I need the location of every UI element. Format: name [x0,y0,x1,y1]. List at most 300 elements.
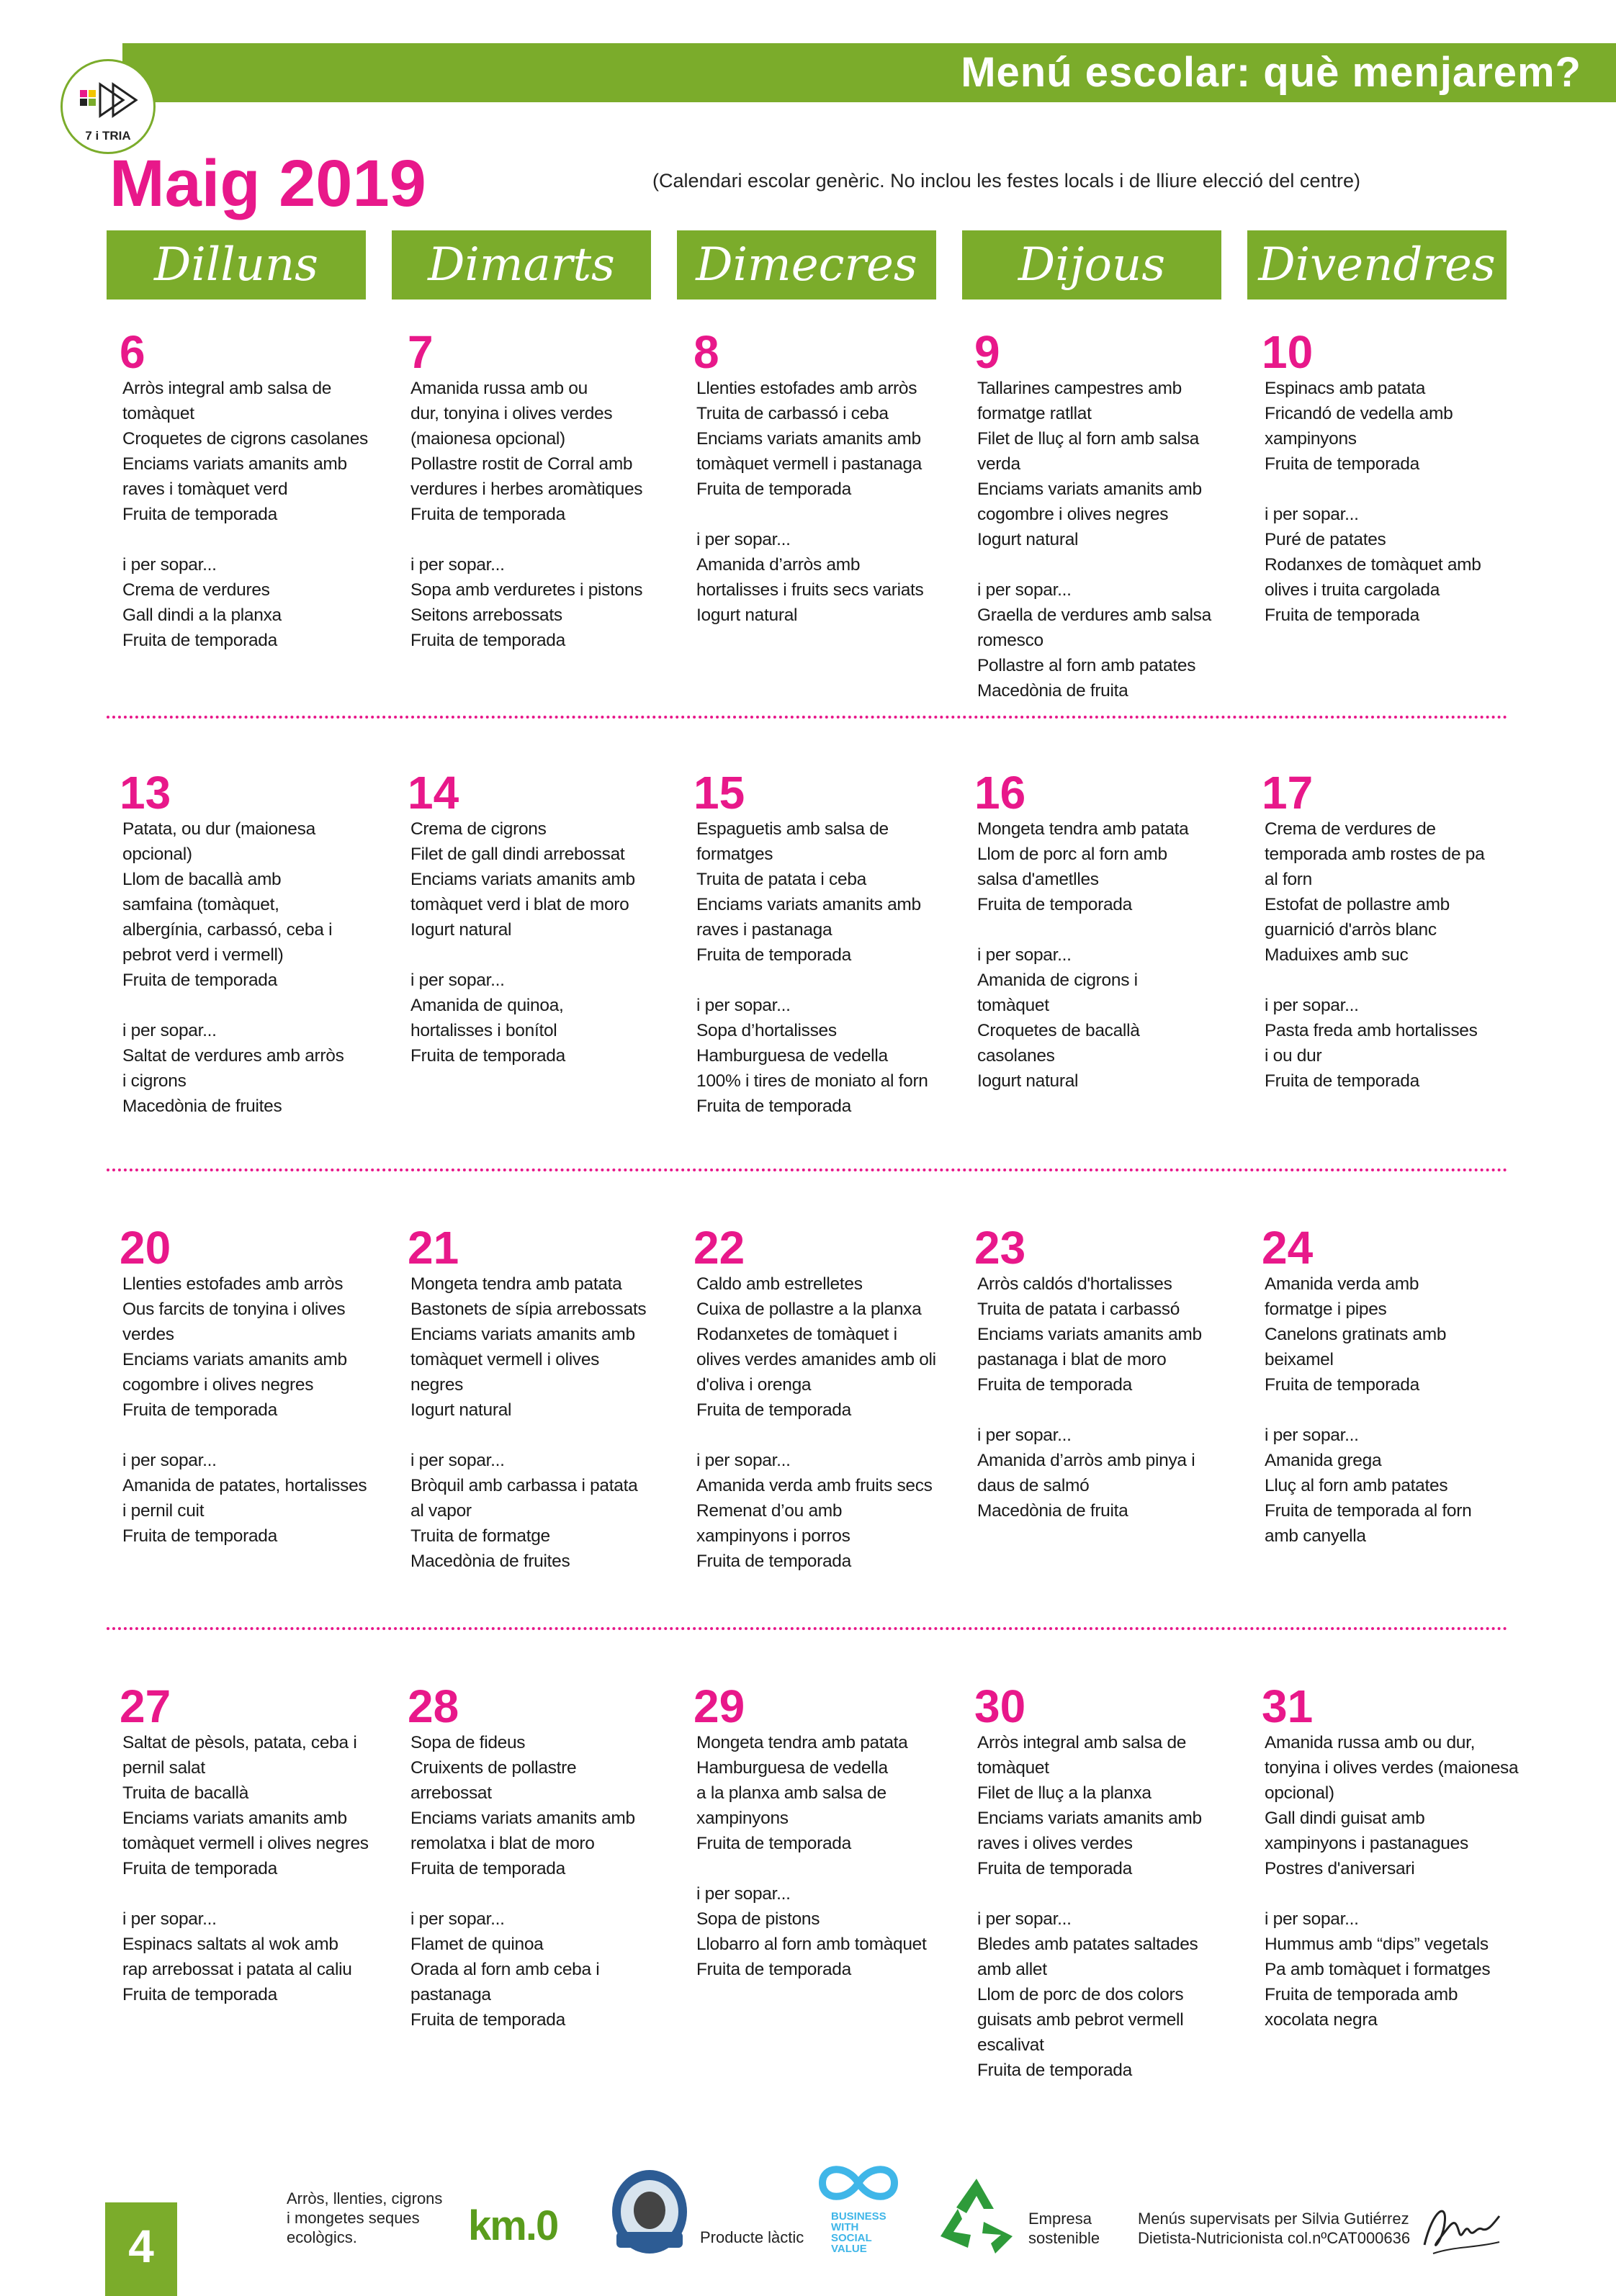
lunch-item: tomàquet vermell i pastanaga [696,454,923,474]
dinner-item: Fruita de temporada al forn [1265,1501,1472,1521]
lunch-item: d'oliva i orenga [696,1375,812,1395]
lunch-item: samfaina (tomàquet, [122,895,279,914]
lunch-item: xampinyons [1265,429,1357,449]
lunch-item: Enciams variats amanits amb [696,895,921,914]
dinner-item: Hummus amb “dips” vegetals [1265,1935,1489,1954]
lunch-item: negres [410,1375,464,1395]
lunch-item: Fruita de temporada [977,1859,1132,1878]
day-cell [693,1222,963,1574]
lunch-item: albergínia, carbassó, ceba i [122,920,333,940]
lunch-item: formatge i pipes [1265,1300,1387,1319]
lunch-item: pastanaga i blat de moro [977,1350,1167,1369]
dinner-item: Orada al forn amb ceba i [410,1960,600,1979]
dinner-item: Espinacs saltats al wok amb [122,1935,338,1954]
lunch-item: Enciams variats amanits amb [410,870,635,889]
dinner-item: xocolata negra [1265,2010,1378,2030]
meal-spacer [977,917,1244,942]
dinner-heading: i per sopar... [696,1884,791,1904]
dinner-item: Fruita de temporada [410,631,565,650]
logo [60,59,156,154]
lunch-item: Enciams variats amanits amb [977,480,1202,499]
lunch-item: tomàquet vermell i olives [410,1350,600,1369]
lunch-item: a la planxa amb salsa de [696,1783,886,1803]
dinner-item: Bledes amb patates saltades [977,1935,1198,1954]
eco-note [287,2189,442,2247]
dinner-item: amb canyella [1265,1526,1366,1546]
recycle-icon [933,2173,1020,2259]
dinner-item: Rodanxes de tomàquet amb [1265,555,1481,575]
lunch-item: Espaguetis amb salsa de [696,819,889,839]
dinner-item: romesco [977,631,1043,650]
lunch-item: Sopa de fideus [410,1733,526,1752]
lunch-item: Truita de patata i ceba [696,870,866,889]
dinner-item: Pa amb tomàquet i formatges [1265,1960,1491,1979]
dinner-item: hortalisses i bonítol [410,1021,557,1040]
lunch-item: dur, tonyina i olives verdes [410,404,613,423]
dinner-heading: i per sopar... [977,1909,1072,1929]
dinner-item: guisats amb pebrot vermell [977,2010,1184,2030]
meal-spacer [696,1856,963,1881]
lunch-item: arrebossat [410,1783,492,1803]
dinner-item: Macedònia de fruites [122,1097,282,1116]
dinner-heading: i per sopar... [410,555,505,575]
lunch-item: raves i pastanaga [696,920,832,940]
dinner-item: Fruita de temporada [1265,1071,1419,1091]
dinner-item: Macedònia de fruita [977,681,1128,701]
meal-spacer [122,527,389,552]
lunch-item: Arròs integral amb salsa de [977,1733,1187,1752]
logo-icon [76,77,140,120]
dinner-item: Pollastre al forn amb patates [977,656,1196,675]
lunch-item: verda [977,454,1020,474]
dinner-item: Amanida d’arròs amb [696,555,861,575]
dinner-item: i pernil cuit [122,1501,205,1521]
dinner-item: Iogurt natural [977,1071,1079,1091]
dinner-item: Fruita de temporada [410,2010,565,2030]
day-number: 17 [1262,767,1314,819]
lunch-item: guarnició d'arròs blanc [1265,920,1437,940]
day-number: 23 [974,1222,1026,1274]
lunch-item: Canelons gratinats amb [1265,1325,1447,1344]
lunch-item: Amanida russa amb ou dur, [1265,1733,1476,1752]
lunch-item: Patata, ou dur (maionesa [122,819,315,839]
lunch-item: verdures i herbes aromàtiques [410,480,643,499]
lunch-item: tonyina i olives verdes (maionesa [1265,1758,1519,1778]
business-text-line: SOCIAL [831,2232,872,2244]
meal-spacer [1265,477,1531,502]
lunch-item: olives verdes amanides amb oli [696,1350,936,1369]
sustainable-label-line: Empresa [1028,2210,1092,2228]
lunch-item: Ous farcits de tonyina i olives [122,1300,346,1319]
lunch-item: Filet de gall dindi arrebossat [410,845,625,864]
lunch-item: remolatxa i blat de moro [410,1834,595,1853]
lunch-item: tomàquet [122,404,194,423]
business-social-value-icon [818,2161,899,2256]
lunch-item: Saltat de pèsols, patata, ceba i [122,1733,357,1752]
meal-spacer [1265,1881,1531,1906]
day-number: 20 [120,1222,171,1274]
lunch-item: Llom de porc al forn amb [977,845,1167,864]
dinner-heading: i per sopar... [696,996,791,1015]
dinner-item: Fruita de temporada amb [1265,1985,1458,2004]
lunch-item: Enciams variats amanits amb [977,1809,1202,1828]
dinner-item: Fruita de temporada [696,1960,851,1979]
week-divider [107,1169,1508,1171]
dairy-label: Producte làctic [700,2228,804,2246]
lunch-item: salsa d'ametlles [977,870,1099,889]
dinner-item: Fruita de temporada [122,1985,277,2004]
day-number: 16 [974,767,1026,819]
lunch-item: formatges [696,845,773,864]
lunch-item: Tallarines campestres amb [977,379,1182,398]
lunch-item: Crema de verdures de [1265,819,1436,839]
lunch-item: Amanida russa amb ou [410,379,588,398]
dinner-heading: i per sopar... [122,555,217,575]
lunch-item: Enciams variats amanits amb [122,454,347,474]
lunch-item: Truita de bacallà [122,1783,249,1803]
lunch-item: Filet de lluç al forn amb salsa [977,429,1199,449]
lunch-item: Bastonets de sípia arrebossats [410,1300,647,1319]
lunch-item: Fruita de temporada [1265,1375,1419,1395]
meal-spacer [977,552,1244,577]
lunch-item: Enciams variats amanits amb [122,1809,347,1828]
dinner-heading: i per sopar... [410,1451,505,1470]
lunch-item: beixamel [1265,1350,1334,1369]
dinner-item: olives i truita cargolada [1265,580,1440,600]
weekday-header-monday: Dilluns [107,230,366,300]
lunch-item: Fruita de temporada [410,1859,565,1878]
dinner-item: xampinyons i porros [696,1526,850,1546]
dinner-item: Llobarro al forn amb tomàquet [696,1935,927,1954]
dinner-heading: i per sopar... [1265,1909,1359,1929]
day-number: 29 [693,1680,745,1732]
day-number: 21 [408,1222,459,1274]
day-cell [1262,767,1531,1094]
lunch-item: Enciams variats amanits amb [410,1809,635,1828]
day-cell [122,769,389,1119]
day-cell [1262,1222,1531,1549]
lunch-item: Iogurt natural [977,530,1079,549]
lunch-item: Crema de cigrons [410,819,547,839]
day-number: 13 [120,767,171,819]
lunch-item: Pollastre rostit de Corral amb [410,454,633,474]
meal-spacer [696,502,963,527]
day-number: 6 [120,326,145,378]
day-number: 7 [408,326,434,378]
dinner-item: Amanida de cigrons i [977,971,1138,990]
dinner-item: Pasta freda amb hortalisses [1265,1021,1478,1040]
supervision-line: Menús supervisats per Silvia Gutiérrez [1138,2210,1409,2228]
weekday-header-wednesday: Dimecres [677,230,936,300]
day-cell [410,1224,677,1574]
km0-label: km.0 [468,2202,558,2249]
lunch-item: Fruita de temporada [696,480,851,499]
dinner-heading: i per sopar... [977,580,1072,600]
day-cell [410,769,677,1068]
day-cell [410,328,677,653]
lunch-item: Maduixes amb suc [1265,945,1409,965]
dinner-item: Fruita de temporada [410,1046,565,1066]
lunch-item: xampinyons i pastanagues [1265,1834,1468,1853]
lunch-item: Amanida verda amb [1265,1274,1419,1294]
lunch-item: Estofat de pollastre amb [1265,895,1450,914]
lunch-item: Fruita de temporada [122,971,277,990]
lunch-item: Enciams variats amanits amb [122,1350,347,1369]
dinner-item: tomàquet [977,996,1049,1015]
meal-spacer [122,993,389,1018]
lunch-item: tomàquet verd i blat de moro [410,895,629,914]
lunch-item: Fruita de temporada [977,1375,1132,1395]
dinner-item: daus de salmó [977,1476,1090,1495]
meal-spacer [122,1881,389,1906]
lunch-item: Fruita de temporada [410,505,565,524]
lunch-item: Gall dindi guisat amb [1265,1809,1425,1828]
lunch-item: Postres d'aniversari [1265,1859,1415,1878]
lunch-item: xampinyons [696,1809,789,1828]
lunch-item: Espinacs amb patata [1265,379,1426,398]
dinner-item: Crema de verdures [122,580,270,600]
dinner-heading: i per sopar... [122,1909,217,1929]
day-cell [974,1222,1244,1523]
dinner-item: 100% i tires de moniato al forn [696,1071,928,1091]
lunch-item: Fruita de temporada [696,945,851,965]
dinner-heading: i per sopar... [410,971,505,990]
sustainable-label-line: sostenible [1028,2229,1100,2247]
dinner-item: Amanida de quinoa, [410,996,564,1015]
dinner-item: Graella de verdures amb salsa [977,605,1211,625]
lunch-item: pernil salat [122,1758,205,1778]
dinner-heading: i per sopar... [977,945,1072,965]
dinner-item: pastanaga [410,1985,491,2004]
dinner-item: Macedònia de fruita [977,1501,1128,1521]
dinner-heading: i per sopar... [696,1451,791,1470]
lunch-item: formatge ratllat [977,404,1092,423]
lunch-item: Iogurt natural [410,920,512,940]
day-cell [122,328,389,653]
header-bar [122,43,1616,102]
dinner-item: Bròquil amb carbassa i patata [410,1476,638,1495]
lunch-item: Croquetes de cigrons casolanes [122,429,369,449]
weekday-header-tuesday: Dimarts [392,230,651,300]
dinner-item: Saltat de verdures amb arròs [122,1046,344,1066]
dinner-item: rap arrebossat i patata al caliu [122,1960,352,1979]
dinner-item: Hamburguesa de vedella [696,1046,888,1066]
day-cell [120,1680,389,2007]
eco-note-line: Arròs, llenties, cigrons [287,2189,443,2207]
dinner-item: Remenat d’ou amb [696,1501,843,1521]
lunch-item: Filet de lluç a la planxa [977,1783,1152,1803]
lunch-item: Fruita de temporada [696,1834,851,1853]
day-cell [974,1680,1244,2083]
calendar-note: (Calendari escolar genèric. No inclou les festes locals i de lliure elecció del centre) [652,170,1360,192]
dinner-item: escalivat [977,2035,1044,2055]
dinner-item: Amanida grega [1265,1451,1382,1470]
dinner-item: Puré de patates [1265,530,1386,549]
dinner-item: Iogurt natural [696,605,798,625]
lunch-item: opcional) [1265,1783,1334,1803]
dinner-item: Fruita de temporada [122,1526,277,1546]
lunch-item: Iogurt natural [410,1400,512,1420]
dinner-item: Llom de porc de dos colors [977,1985,1184,2004]
lunch-item: tomàquet vermell i olives negres [122,1834,369,1853]
lunch-item: Llenties estofades amb arròs [696,379,917,398]
lunch-item: opcional) [122,845,192,864]
day-number: 28 [408,1680,459,1732]
day-number: 9 [974,326,1000,378]
dinner-item: Gall dindi a la planxa [122,605,282,625]
lunch-item: Fruita de temporada [122,1859,277,1878]
dinner-item: Amanida de patates, hortalisses [122,1476,367,1495]
lunch-item: Llom de bacallà amb [122,870,282,889]
dinner-item: Amanida verda amb fruits secs [696,1476,933,1495]
lunch-item: Fruita de temporada [1265,454,1419,474]
day-cell [122,1224,389,1549]
week-divider [107,716,1508,719]
lunch-item: Fruita de temporada [122,1400,277,1420]
day-number: 15 [693,767,745,819]
lunch-item: Arròs caldós d'hortalisses [977,1274,1172,1294]
dinner-item: Fruita de temporada [1265,605,1419,625]
dinner-item: Amanida d’arròs amb pinya i [977,1451,1195,1470]
lunch-item: (maionesa opcional) [410,429,565,449]
dinner-item: i ou dur [1265,1046,1322,1066]
weekday-header-thursday: Dijous [962,230,1221,300]
dinner-item: Sopa de pistons [696,1909,820,1929]
lunch-item: Enciams variats amanits amb [977,1325,1202,1344]
page-number-box [105,2202,177,2296]
dinner-heading: i per sopar... [696,530,791,549]
dinner-item: hortalisses i fruits secs variats [696,580,924,600]
lunch-item: Truita de patata i carbassó [977,1300,1180,1319]
signature-icon [1419,2194,1505,2263]
dinner-item: Flamet de quinoa [410,1935,544,1954]
dinner-heading: i per sopar... [122,1451,217,1470]
day-number: 31 [1262,1680,1314,1732]
dinner-item: Seitons arrebossats [410,605,562,625]
day-number: 8 [693,326,719,378]
dinner-heading: i per sopar... [410,1909,505,1929]
meal-spacer [977,1397,1244,1423]
meal-spacer [696,968,963,993]
business-text-line: WITH [831,2221,859,2233]
day-number: 30 [974,1680,1026,1732]
lunch-item: Rodanxetes de tomàquet i [696,1325,897,1344]
weekday-header-friday: Divendres [1247,230,1507,300]
meal-spacer [410,942,677,968]
lunch-item: Fruita de temporada [696,1400,851,1420]
lunch-item: cogombre i olives negres [122,1375,314,1395]
dinner-item: Fruita de temporada [696,1097,851,1116]
dinner-item: Sopa amb verduretes i pistons [410,580,643,600]
meal-spacer [410,1881,677,1906]
lunch-item: Mongeta tendra amb patata [977,819,1189,839]
day-number: 24 [1262,1222,1314,1274]
day-cell [974,767,1244,1094]
lunch-item: pebrot verd i vermell) [122,945,284,965]
lunch-item: Cruixents de pollastre [410,1758,577,1778]
lunch-item: Arròs integral amb salsa de [122,379,332,398]
week-divider [107,1627,1508,1630]
meal-spacer [977,1881,1244,1906]
dinner-heading: i per sopar... [1265,505,1359,524]
dinner-item: Fruita de temporada [696,1552,851,1571]
business-text-line: BUSINESS [831,2210,886,2223]
dinner-item: Macedònia de fruites [410,1552,570,1571]
lunch-item: Caldo amb estrelletes [696,1274,863,1294]
dinner-heading: i per sopar... [122,1021,217,1040]
day-number: 22 [693,1222,745,1274]
day-cell [1262,1680,1531,2032]
lunch-item: raves i olives verdes [977,1834,1133,1853]
eco-note-line: i mongetes seques [287,2209,420,2227]
dinner-item: Fruita de temporada [977,2061,1132,2080]
day-cell [693,1680,963,1982]
logo-label: 7 i TRIA [85,129,131,143]
meal-spacer [410,527,677,552]
meal-spacer [122,1423,389,1448]
day-cell [408,1680,677,2032]
meal-spacer [410,1423,677,1448]
lunch-item: Mongeta tendra amb patata [696,1733,908,1752]
lunch-item: Fruita de temporada [977,895,1132,914]
lunch-item: verdes [122,1325,174,1344]
lunch-item: raves i tomàquet verd [122,480,288,499]
lunch-item: Enciams variats amanits amb [696,429,921,449]
page-title: Menú escolar: què menjarem? [961,49,1581,96]
lunch-item: tomàquet [977,1758,1049,1778]
day-number: 10 [1262,326,1314,378]
lunch-item: Llenties estofades amb arròs [122,1274,344,1294]
business-text-line: VALUE [831,2243,867,2255]
lunch-item: Mongeta tendra amb patata [410,1274,622,1294]
dinner-heading: i per sopar... [1265,1426,1359,1445]
day-number: 27 [120,1680,171,1732]
page-number: 4 [128,2220,154,2272]
day-cell [693,767,963,1119]
eco-note-line: ecològics. [287,2228,357,2246]
lunch-item: Cuixa de pollastre a la planxa [696,1300,922,1319]
dinner-item: al vapor [410,1501,472,1521]
month-title: Maig 2019 [109,147,426,220]
day-cell [974,326,1244,703]
km0-logo [468,2202,576,2252]
supervision-line: Dietista-Nutricionista col.nºCAT000636 [1138,2229,1411,2247]
dinner-heading: i per sopar... [977,1426,1072,1445]
dinner-heading: i per sopar... [1265,996,1359,1015]
lunch-item: al forn [1265,870,1312,889]
lunch-item: Truita de carbassó i ceba [696,404,889,423]
lunch-item: Enciams variats amanits amb [410,1325,635,1344]
lunch-item: Fricandó de vedella amb [1265,404,1453,423]
dinner-item: casolanes [977,1046,1055,1066]
sustainable-label [1028,2209,1100,2248]
dinner-item: Fruita de temporada [122,631,277,650]
lunch-item: Hamburguesa de vedella [696,1758,888,1778]
lunch-item: temporada amb rostes de pa [1265,845,1485,864]
dairy-seal-icon [606,2166,693,2258]
meal-spacer [1265,968,1531,993]
dinner-item: Lluç al forn amb patates [1265,1476,1448,1495]
day-number: 14 [408,767,459,819]
lunch-item: Fruita de temporada [122,505,277,524]
lunch-item: cogombre i olives negres [977,505,1169,524]
supervision-note [1138,2209,1410,2248]
dinner-item: i cigrons [122,1071,187,1091]
meal-spacer [1265,1397,1531,1423]
meal-spacer [696,1423,963,1448]
day-cell [1262,326,1531,628]
dinner-item: Croquetes de bacallà [977,1021,1140,1040]
